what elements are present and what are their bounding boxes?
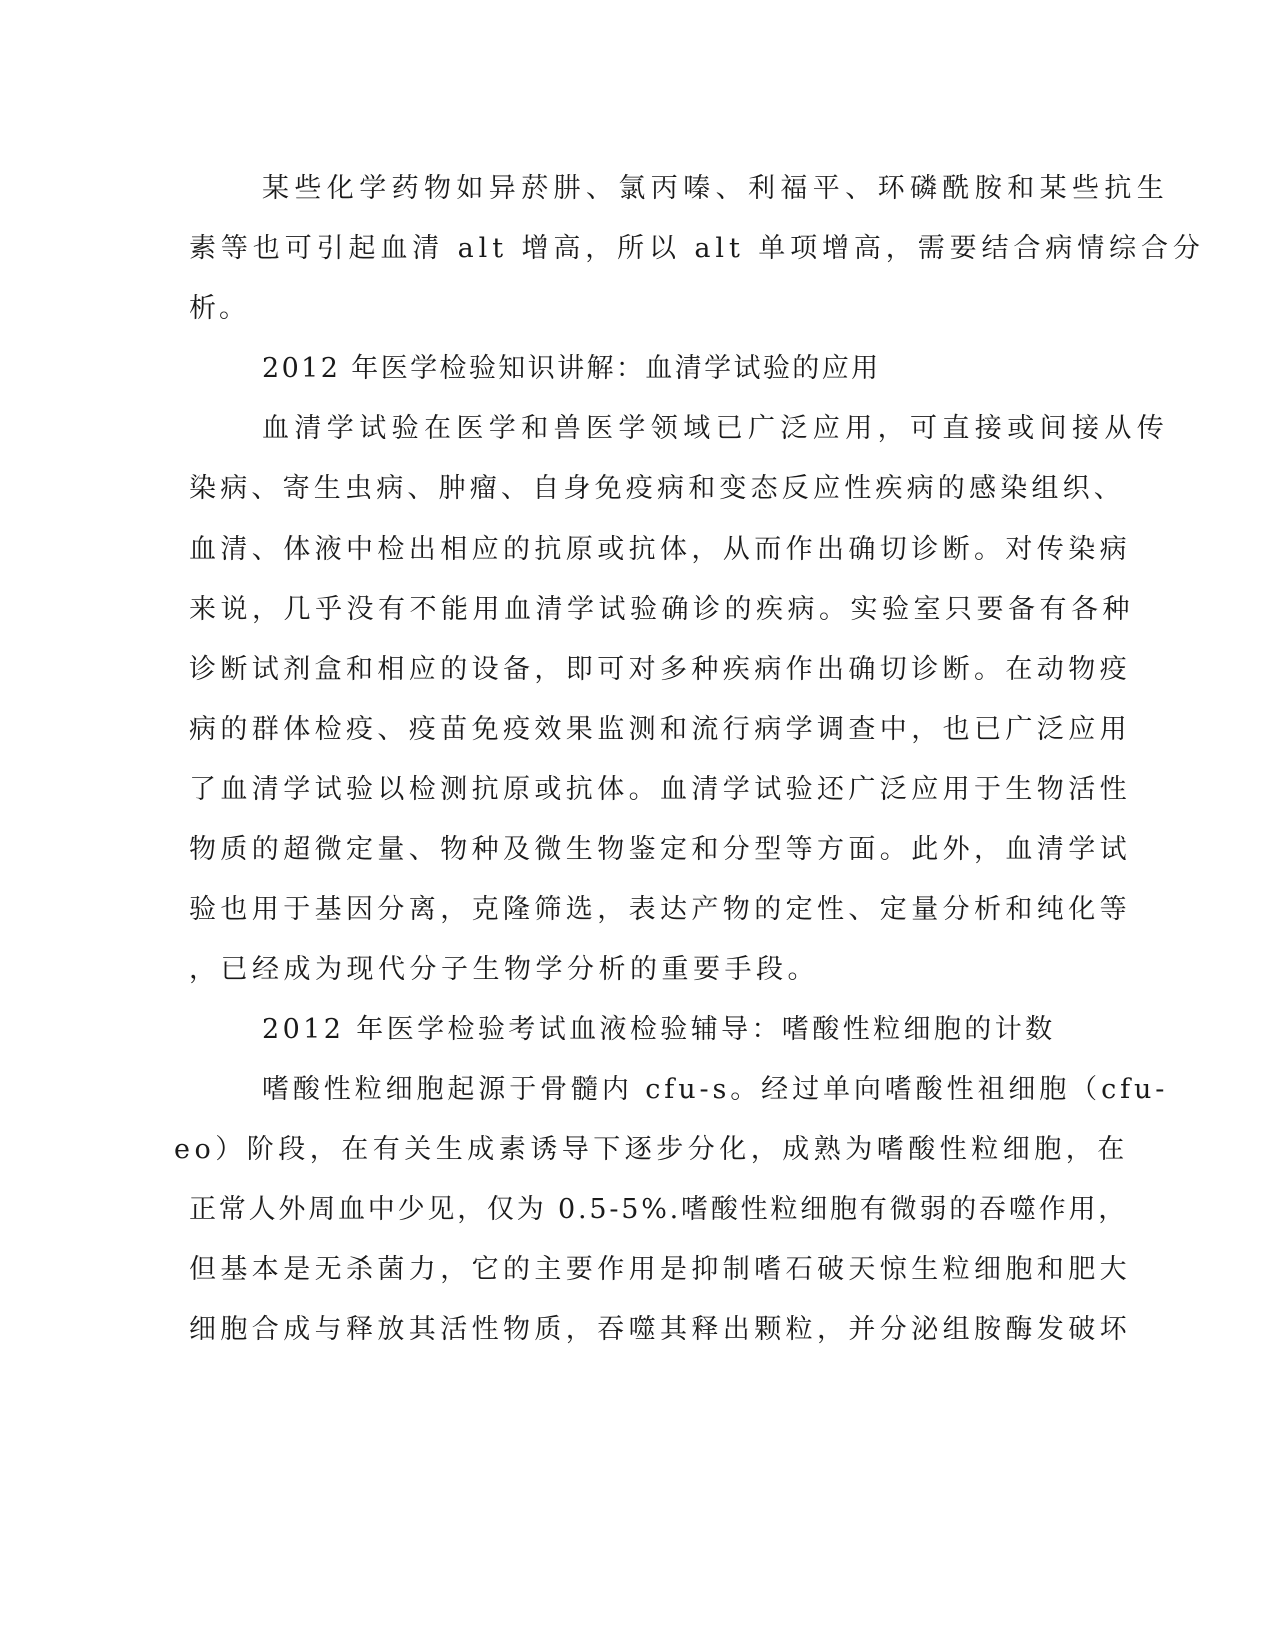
paragraph-eosinophil-line-2: eo）阶段，在有关生成素诱导下逐步分化，成熟为嗜酸性粒细胞，在: [174, 1134, 1129, 1165]
paragraph-serology-line-2: 染病、寄生虫病、肿瘤、自身免疫病和变态反应性疾病的感染组织、: [189, 473, 1125, 504]
paragraph-eosinophil-line-4: 但基本是无杀菌力，它的主要作用是抑制嗜石破天惊生粒细胞和肥大: [189, 1254, 1131, 1285]
paragraph-serology-line-3: 血清、体液中检出相应的抗原或抗体，从而作出确切诊断。对传染病: [189, 534, 1131, 565]
paragraph-serology-line-8: 物质的超微定量、物种及微生物鉴定和分型等方面。此外，血清学试: [189, 834, 1131, 865]
paragraph-eosinophil-line-5: 细胞合成与释放其活性物质，吞噬其释出颗粒，并分泌组胺酶发破坏: [189, 1314, 1131, 1345]
heading-eosinophil: 2012 年医学检验考试血液检验辅导：嗜酸性粒细胞的计数: [262, 1014, 1056, 1045]
paragraph-alt-line-2: 素等也可引起血清 alt 增高，所以 alt 单项增高，需要结合病情综合分: [189, 233, 1205, 264]
paragraph-serology-line-5: 诊断试剂盒和相应的设备，即可对多种疾病作出确切诊断。在动物疫: [189, 654, 1131, 685]
paragraph-serology-line-1: 血清学试验在医学和兽医学领域已广泛应用，可直接或间接从传: [262, 413, 1170, 444]
heading-serology: 2012 年医学检验知识讲解：血清学试验的应用: [262, 353, 881, 384]
paragraph-serology-line-10: ，已经成为现代分子生物学分析的重要手段。: [189, 954, 819, 985]
paragraph-eosinophil-line-3: 正常人外周血中少见，仅为 0.5-5%.嗜酸性粒细胞有微弱的吞噬作用，: [189, 1194, 1129, 1225]
paragraph-alt-line-1: 某些化学药物如异菸肼、氯丙嗪、利福平、环磷酰胺和某些抗生: [262, 173, 1170, 204]
paragraph-alt-line-3: 析。: [189, 293, 249, 324]
paragraph-serology-line-4: 来说，几乎没有不能用血清学试验确诊的疾病。实验室只要备有各种: [189, 594, 1134, 625]
paragraph-serology-line-7: 了血清学试验以检测抗原或抗体。血清学试验还广泛应用于生物活性: [189, 774, 1131, 805]
paragraph-serology-line-9: 验也用于基因分离，克隆筛选，表达产物的定性、定量分析和纯化等: [189, 894, 1131, 925]
paragraph-serology-line-6: 病的群体检疫、疫苗免疫效果监测和流行病学调查中，也已广泛应用: [189, 714, 1131, 745]
paragraph-eosinophil-line-1: 嗜酸性粒细胞起源于骨髓内 cfu-s。经过单向嗜酸性祖细胞（cfu-: [262, 1074, 1169, 1105]
